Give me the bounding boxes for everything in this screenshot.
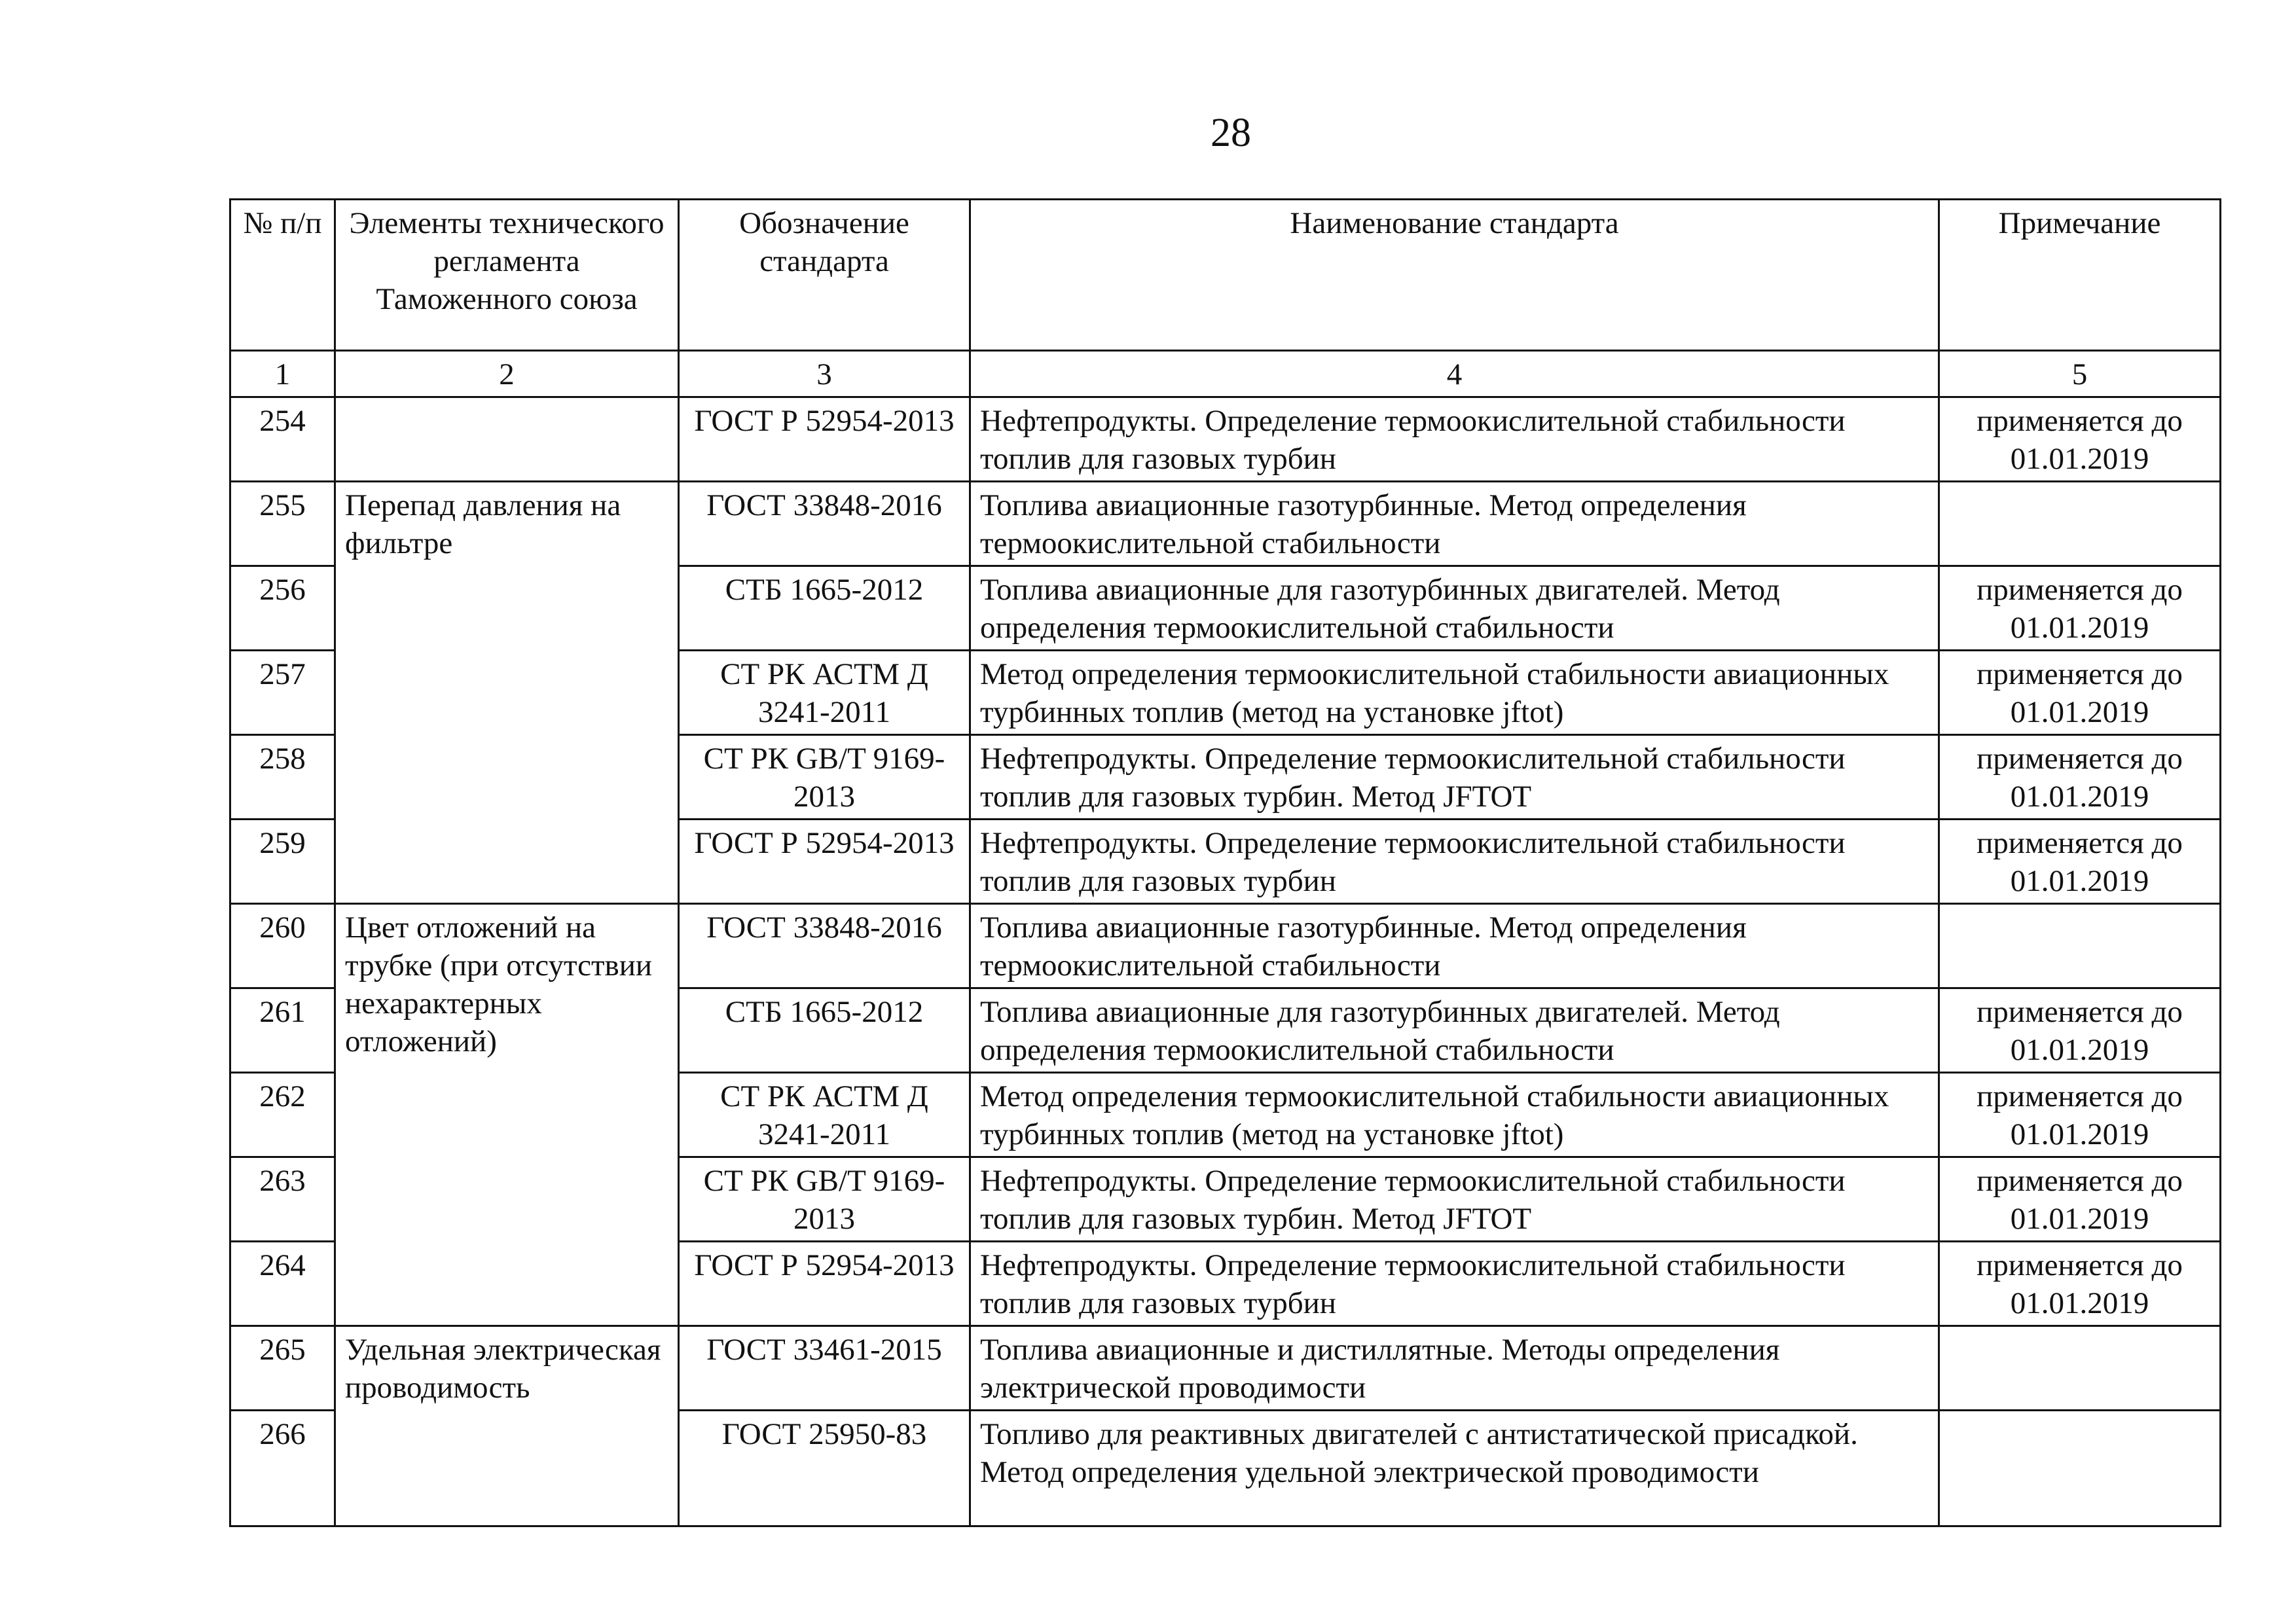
element-conductivity: Удельная электрическая проводимость — [335, 1326, 679, 1526]
standard-name: Топливо для реактивных двигателей с антистатической присадкой. Метод определения удельной электрической проводимости — [970, 1411, 1939, 1526]
standard-code: СТБ 1665-2012 — [679, 988, 970, 1073]
standard-name: Топлива авиационные газотурбинные. Метод определения термоокислительной стабильности — [970, 482, 1939, 566]
standard-code: СТ РК GB/T 9169-2013 — [679, 1157, 970, 1242]
row-note — [1939, 1326, 2221, 1411]
standard-name: Метод определения термоокислительной стабильности авиационных турбинных топлив (метод на установке jftot) — [970, 1073, 1939, 1157]
standard-code: ГОСТ Р 52954-2013 — [679, 820, 970, 904]
standard-code: ГОСТ 33848-2016 — [679, 904, 970, 988]
row-note: применяется до 01.01.2019 — [1939, 988, 2221, 1073]
standard-name: Топлива авиационные газотурбинные. Метод определения термоокислительной стабильности — [970, 904, 1939, 988]
row-note: применяется до 01.01.2019 — [1939, 1242, 2221, 1326]
column-index: 3 — [679, 351, 970, 397]
row-number: 264 — [230, 1242, 335, 1326]
standard-name: Топлива авиационные для газотурбинных двигателей. Метод определения термоокислительной стабильности — [970, 566, 1939, 651]
standard-name: Нефтепродукты. Определение термоокислительной стабильности топлив для газовых турбин — [970, 1242, 1939, 1326]
standard-code: СТ РК АСТМ Д 3241-2011 — [679, 651, 970, 735]
standard-code: ГОСТ 25950-83 — [679, 1411, 970, 1526]
standard-code: ГОСТ 33848-2016 — [679, 482, 970, 566]
row-element — [335, 397, 679, 482]
row-number: 254 — [230, 397, 335, 482]
standard-code: ГОСТ Р 52954-2013 — [679, 397, 970, 482]
table-row — [230, 482, 2221, 566]
header-note: Примечание — [1939, 200, 2221, 351]
table-row — [230, 397, 2221, 482]
column-index-row — [230, 351, 2221, 397]
row-number: 263 — [230, 1157, 335, 1242]
standard-name: Нефтепродукты. Определение термоокислительной стабильности топлив для газовых турбин — [970, 820, 1939, 904]
standard-code: СТ РК АСТМ Д 3241-2011 — [679, 1073, 970, 1157]
row-note: применяется до 01.01.2019 — [1939, 735, 2221, 820]
standard-name: Топлива авиационные для газотурбинных двигателей. Метод определения термоокислительной стабильности — [970, 988, 1939, 1073]
standard-name: Метод определения термоокислительной стабильности авиационных турбинных топлив (метод на установке jftot) — [970, 651, 1939, 735]
standard-name: Нефтепродукты. Определение термоокислительной стабильности топлив для газовых турбин. Метод JFTOT — [970, 735, 1939, 820]
row-number: 256 — [230, 566, 335, 651]
row-number: 262 — [230, 1073, 335, 1157]
table-row — [230, 904, 2221, 988]
standard-name: Топлива авиационные и дистиллятные. Методы определения электрической проводимости — [970, 1326, 1939, 1411]
row-note: применяется до 01.01.2019 — [1939, 397, 2221, 482]
row-note — [1939, 904, 2221, 988]
header-standard-name: Наименование стандарта — [970, 200, 1939, 351]
row-note: применяется до 01.01.2019 — [1939, 651, 2221, 735]
column-index: 4 — [970, 351, 1939, 397]
row-note — [1939, 1411, 2221, 1526]
header-elements: Элементы технического регламента Таможенного союза — [335, 200, 679, 351]
row-note: применяется до 01.01.2019 — [1939, 566, 2221, 651]
column-index: 5 — [1939, 351, 2221, 397]
row-number: 261 — [230, 988, 335, 1073]
table-row — [230, 1326, 2221, 1411]
row-note: применяется до 01.01.2019 — [1939, 1157, 2221, 1242]
row-number: 255 — [230, 482, 335, 566]
element-deposit-color: Цвет отложений на трубке (при отсутствии нехарактерных отложений) — [335, 904, 679, 1326]
header-designation: Обозначение стандарта — [679, 200, 970, 351]
row-note: применяется до 01.01.2019 — [1939, 820, 2221, 904]
column-index: 1 — [230, 351, 335, 397]
standard-code: ГОСТ 33461-2015 — [679, 1326, 970, 1411]
standard-code: СТ РК GB/T 9169-2013 — [679, 735, 970, 820]
page-number: 28 — [1211, 111, 1251, 155]
standard-name: Нефтепродукты. Определение термоокислительной стабильности топлив для газовых турбин. Метод JFTOT — [970, 1157, 1939, 1242]
row-note — [1939, 482, 2221, 566]
standard-name: Нефтепродукты. Определение термоокислительной стабильности топлив для газовых турбин — [970, 397, 1939, 482]
column-index: 2 — [335, 351, 679, 397]
standards-table — [229, 198, 2221, 1527]
row-number: 260 — [230, 904, 335, 988]
header-number: № п/п — [230, 200, 335, 351]
element-pressure-drop: Перепад давления на фильтре — [335, 482, 679, 904]
row-number: 266 — [230, 1411, 335, 1526]
row-number: 258 — [230, 735, 335, 820]
standard-code: ГОСТ Р 52954-2013 — [679, 1242, 970, 1326]
row-number: 265 — [230, 1326, 335, 1411]
row-note: применяется до 01.01.2019 — [1939, 1073, 2221, 1157]
row-number: 257 — [230, 651, 335, 735]
standard-code: СТБ 1665-2012 — [679, 566, 970, 651]
table-header-row — [230, 200, 2221, 351]
row-number: 259 — [230, 820, 335, 904]
